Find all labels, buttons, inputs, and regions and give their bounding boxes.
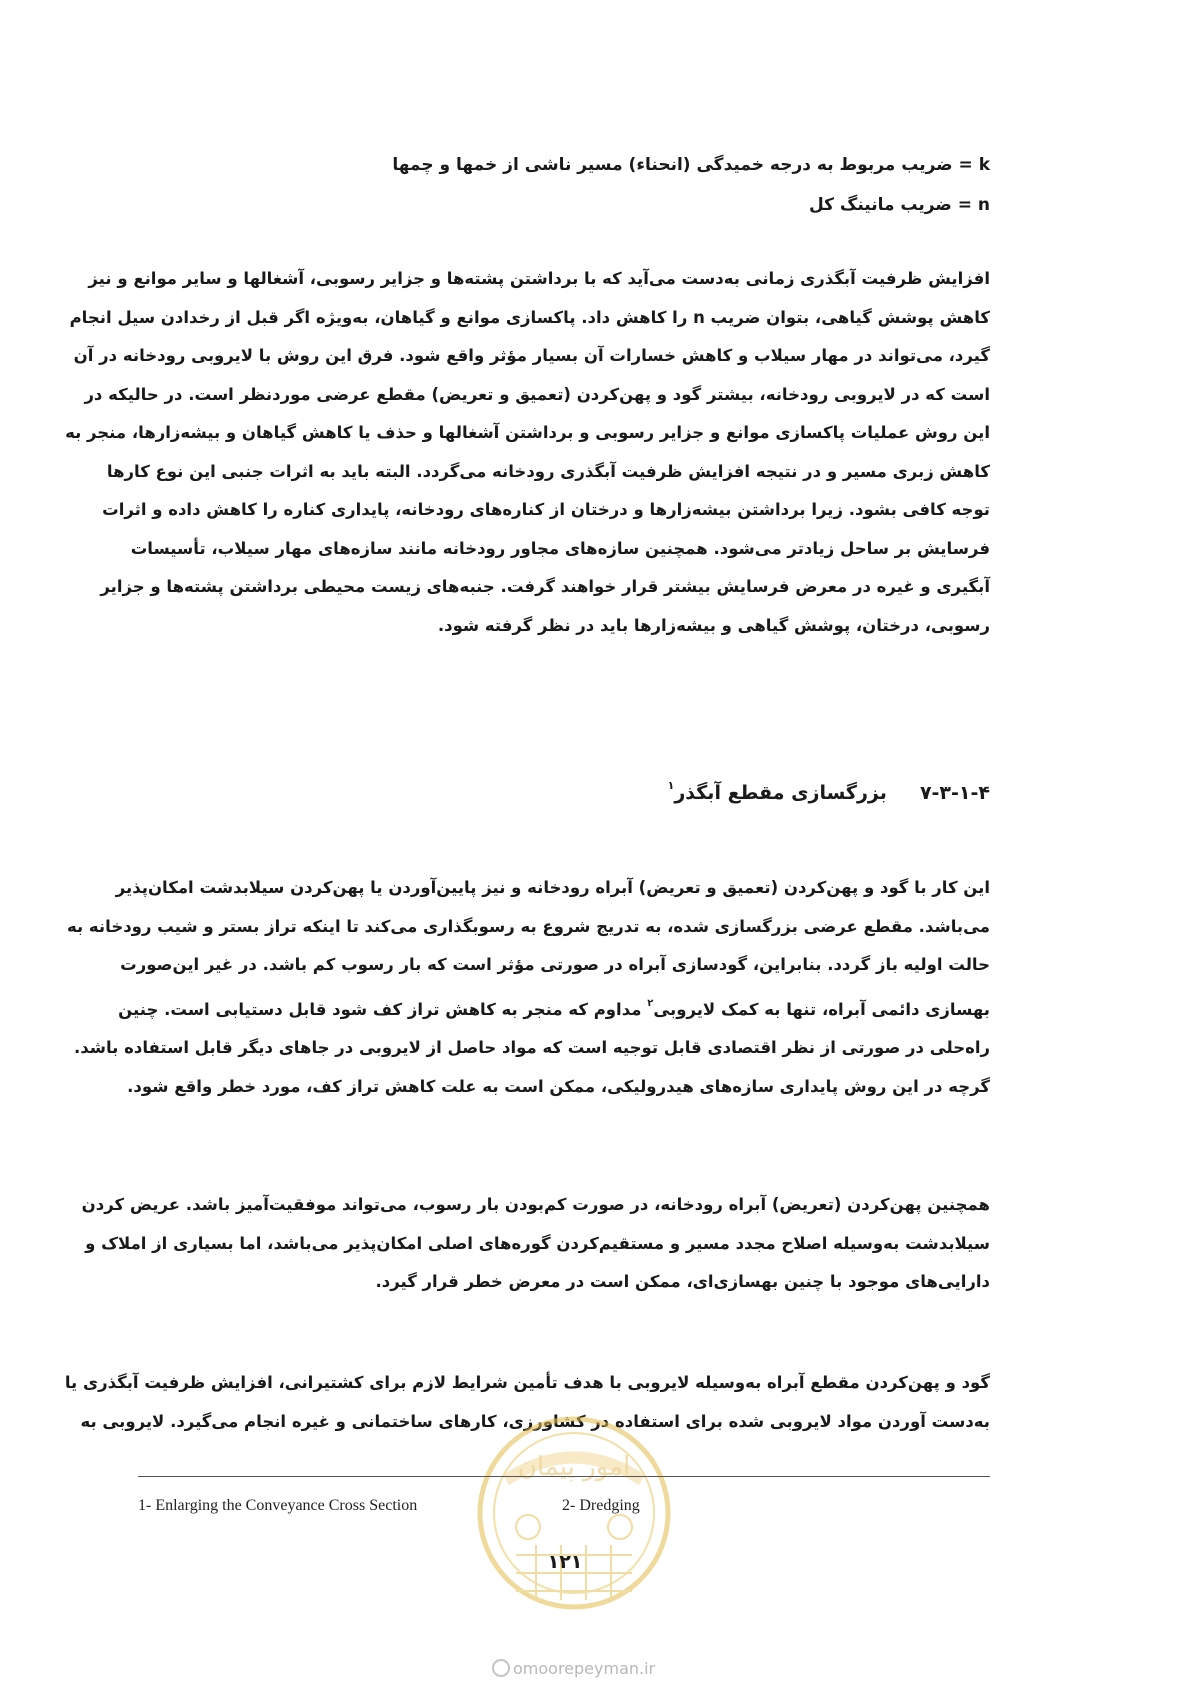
paragraph-line: گیرد، می‌تواند در مهار سیلاب و کاهش خسارات آن بسیار مؤثر واقع شود. فرق این روش با لایروبی رودخانه در آن bbox=[73, 346, 990, 365]
paragraph-widening bbox=[81, 1186, 990, 1302]
definition-k: k = ضریب مربوط به درجه خمیدگی (انحناء) مسیر ناشی از خمها و چمها bbox=[392, 155, 990, 175]
watermark-site-text: omoorepeyman.ir bbox=[513, 1659, 656, 1678]
paragraph-line: توجه کافی بشود. زیرا برداشتن بیشه‌زارها و درختان از کناره‌های رودخانه، پایداری کناره را کاهش داده و اثرات bbox=[102, 500, 990, 519]
paragraph-line: آبگیری و غیره در معرض فرسایش بیشتر قرار خواهند گرفت. جنبه‌های زیست محیطی برداشتن پشته‌ها و جزایر bbox=[100, 577, 990, 596]
globe-icon bbox=[492, 1659, 510, 1677]
paragraph-line: گرچه در این روش پایداری سازه‌های هیدرولیکی، ممکن است به علت کاهش تراز کف، مورد خطر واقع شود. bbox=[127, 1076, 990, 1096]
paragraph-line: این کار با گود و پهن‌کردن (تعمیق و تعریض) آبراه رودخانه و نیز پایین‌آوردن یا پهن‌کردن سیلابدشت امکان‌پذیر bbox=[115, 878, 990, 897]
seal-text: امور پیمان bbox=[517, 1452, 631, 1482]
footnote-2: 2- Dredging bbox=[562, 1497, 640, 1514]
paragraph-line: رسوبی، درختان، پوشش گیاهی و بیشه‌زارها باید در نظر گرفته شود. bbox=[437, 615, 990, 635]
paragraph-line: همچنین پهن‌کردن (تعریض) آبراه رودخانه، در صورت کم‌بودن بار رسوب، می‌تواند موفقیت‌آمیز باشد. عریض کردن bbox=[81, 1195, 990, 1214]
paragraph-line: فرسایش بر ساحل زیادتر می‌شود. همچنین سازه‌های مجاور رودخانه مانند سازه‌های مهار سیلاب، تأسیسات bbox=[130, 538, 990, 558]
paragraph-enlarging-section bbox=[66, 869, 990, 1106]
paragraph-roughness-reduction bbox=[65, 260, 990, 645]
paragraph-line bbox=[118, 985, 990, 1030]
definition-n: n = ضریب مانینگ کل bbox=[808, 195, 990, 215]
paragraph-line: این روش عملیات پاکسازی موانع و جزایر رسوبی و برداشتن آشغالها و حذف یا کاهش گیاهان و بیشه‌زارها، منجر به bbox=[65, 423, 990, 442]
paragraph-line: دارایی‌های موجود با چنین بهسازی‌ای، ممکن است در معرض خطر قرار گیرد. bbox=[375, 1272, 990, 1291]
variable-definitions bbox=[140, 145, 990, 225]
paragraph-line: سیلابدشت به‌وسیله اصلاح مجدد مسیر و مستقیم‌کردن گوره‌های اصلی امکان‌پذیر می‌باشد، اما بسیاری از املاک و bbox=[85, 1233, 990, 1253]
line-segment: مداوم که منجر به کاهش تراز کف شود قابل دستیابی است. چنین bbox=[118, 999, 648, 1019]
page-number: ۱۲۱ bbox=[547, 1551, 583, 1573]
line-segment: بهسازی دائمی آبراه، تنها به کمک لایروبی bbox=[653, 999, 990, 1019]
footnote-divider bbox=[138, 1476, 990, 1477]
paragraph-line: به‌دست آوردن مواد لایروبی شده برای استفاده در کشاورزی، کارهای ساختمانی و غیره انجام می‌گیرد. لایروبی به bbox=[80, 1411, 990, 1431]
section-title: بزرگسازی مقطع آبگذر bbox=[674, 782, 887, 804]
paragraph-line: است که در لایروبی رودخانه، بیشتر گود و پهن‌کردن (تعمیق و تعریض) مقطع عرضی موردنظر است. در حالیکه در bbox=[84, 384, 990, 404]
paragraph-line: راه‌حلی در صورتی از نظر اقتصادی قابل توجیه است که مواد حاصل از لایروبی در جاهای دیگر قابل استفاده باشد. bbox=[73, 1038, 990, 1057]
watermark-site bbox=[492, 1659, 692, 1681]
footnote-1: 1- Enlarging the Conveyance Cross Section bbox=[138, 1497, 418, 1514]
footnotes bbox=[138, 1497, 990, 1521]
paragraph-line: حالت اولیه باز گردد. بنابراین، گودسازی آبراه در صورتی مؤثر است که بار رسوب کم باشد. در غیر این‌صورت bbox=[120, 955, 990, 974]
paragraph-line: افزایش ظرفیت آبگذری زمانی به‌دست می‌آید که با برداشتن پشته‌ها و جزایر رسوبی، آشغالها و سایر موانع و نیز bbox=[88, 269, 990, 288]
paragraph-line: می‌باشد. مقطع عرضی بزرگسازی شده، به تدریج شروع به رسوبگذاری می‌کند تا اینکه تراز بستر و شیب رودخانه به bbox=[66, 916, 990, 936]
section-heading bbox=[140, 771, 990, 808]
paragraph-line: کاهش پوشش گیاهی، بتوان ضریب n را کاهش داد. پاکسازی موانع و گیاهان، به‌ویژه اگر قبل از رخدادن سیل انجام bbox=[69, 307, 990, 327]
section-number: ۷-۳-۱-۴ bbox=[919, 782, 990, 804]
paragraph-line: گود و پهن‌کردن مقطع آبراه به‌وسیله لایروبی با هدف تأمین شرایط لازم برای کشتیرانی، افزایش ظرفیت آبگذری یا bbox=[64, 1373, 990, 1392]
paragraph-line: کاهش زبری مسیر و در نتیجه افزایش ظرفیت آبگذری رودخانه می‌گردد. البته باید به اثرات جنبی این نوع کارها bbox=[106, 461, 990, 481]
footnote-ref-2: ۲ bbox=[647, 997, 654, 1009]
footnote-ref-1: ۱ bbox=[667, 779, 675, 792]
